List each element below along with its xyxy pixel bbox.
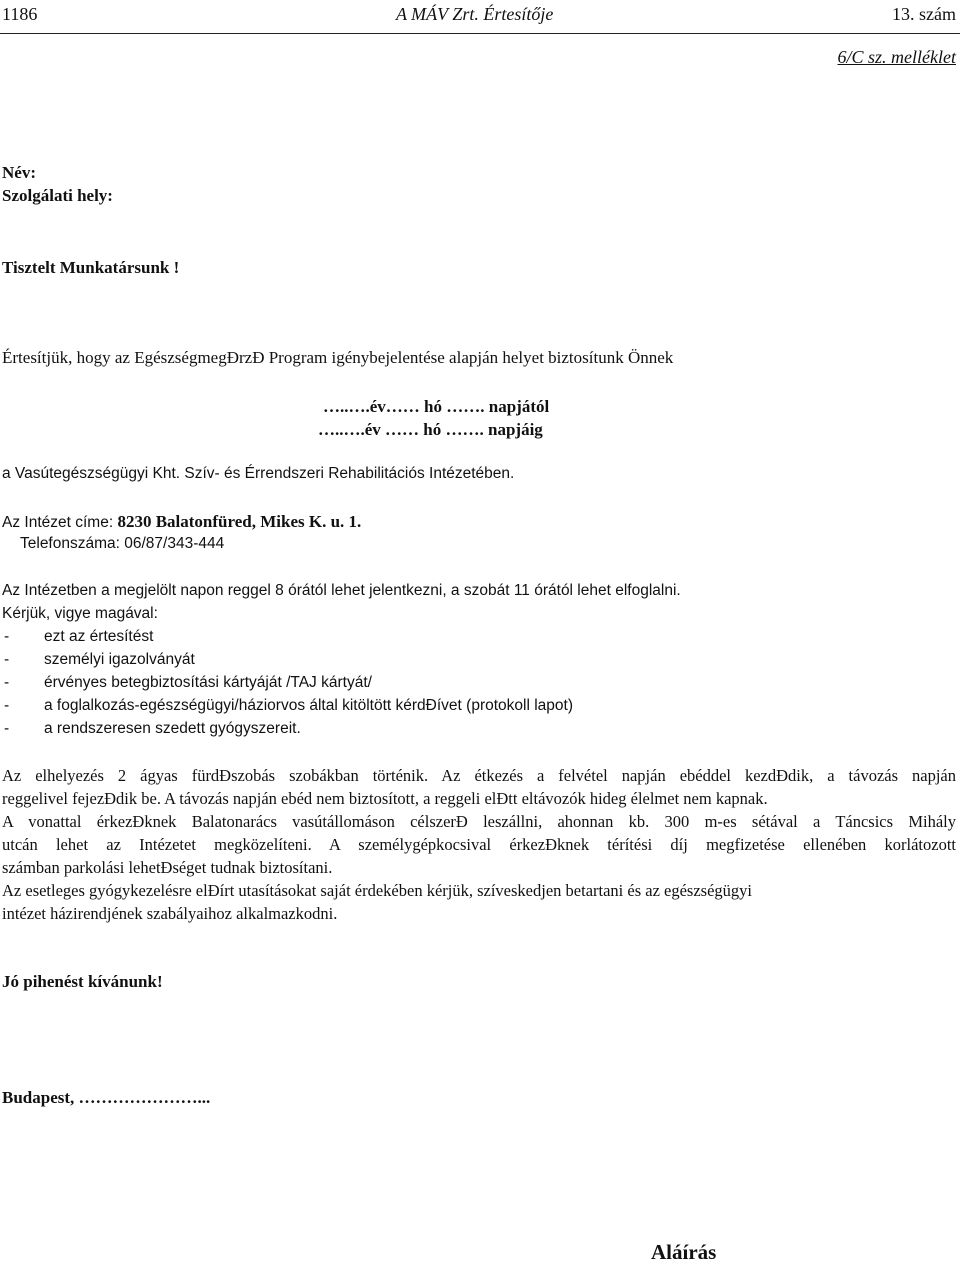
place-date: Budapest, …………………... bbox=[2, 1088, 211, 1107]
list-item: - ezt az értesítést bbox=[4, 628, 154, 645]
info-line: számban parkolási lehetĐséget tudnak biztosítani. bbox=[2, 858, 333, 877]
info-line: intézet házirendjének szabályaihoz alkalmazkodni. bbox=[2, 904, 338, 923]
date-from: …..….év…… hó ……. napjától bbox=[323, 397, 550, 416]
phone-line: Telefonszáma: 06/87/343-444 bbox=[20, 535, 225, 552]
journal-title: A MÁV Zrt. Értesítője bbox=[396, 4, 554, 24]
name-label: Név: bbox=[2, 163, 36, 182]
header-divider bbox=[0, 33, 960, 34]
page-header bbox=[0, 4, 960, 30]
signature-label: Aláírás bbox=[651, 1240, 717, 1264]
info-line: Az esetleges gyógykezelésre elĐírt utasításokat saját érdekében kérjük, szíveskedjen betartani és az egészségügyi bbox=[2, 881, 752, 900]
closing-text: Jó pihenést kívánunk! bbox=[2, 972, 163, 991]
salutation: Tisztelt Munkatársunk ! bbox=[2, 258, 180, 277]
list-item: - a rendszeresen szedett gyógyszereit. bbox=[4, 720, 301, 737]
address-label: Az Intézet címe: bbox=[2, 514, 118, 531]
address-line bbox=[2, 512, 361, 532]
info-line: Az elhelyezés 2 ágyas fürdĐszobás szobákban történik. Az étkezés a felvétel napján ebéddel kezdĐdik, a távozás napján bbox=[2, 766, 956, 785]
address-value: 8230 Balatonfüred, Mikes K. u. 1. bbox=[117, 512, 362, 531]
info-line: A vonattal érkezĐknek Balatonarács vasútállomáson célszerĐ leszállni, ahonnan kb. 300 m-es sétával a Táncsics Mihály bbox=[2, 812, 956, 831]
page-number: 1186 bbox=[2, 4, 38, 24]
checkin-text: Az Intézetben a megjelölt napon reggel 8 órától lehet jelentkezni, a szobát 11 órától lehet elfoglalni. bbox=[2, 582, 681, 599]
intro-text: Értesítjük, hogy az EgészségmegĐrzĐ Program igénybejelentése alapján helyet biztosítunk Önnek bbox=[2, 348, 674, 367]
list-item: - érvényes betegbiztosítási kártyáját /TAJ kártyát/ bbox=[4, 674, 372, 691]
list-item: - a foglalkozás-egészségügyi/háziorvos által kitöltött kérdĐívet (protokoll lapot) bbox=[4, 697, 573, 714]
list-item: - személyi igazolványát bbox=[4, 651, 195, 668]
institute-line: a Vasútegészségügyi Kht. Szív- és Érrendszeri Rehabilitációs Intézetében. bbox=[2, 465, 515, 482]
date-to: …..….év …… hó ……. napjáig bbox=[318, 420, 543, 439]
issue-number: 13. szám bbox=[892, 4, 956, 24]
info-line: utcán lehet az Intézetet megközelíteni. A személygépkocsival érkezĐknek térítési díj megfizetése ellenében korlátozott bbox=[2, 835, 956, 854]
bring-intro: Kérjük, vigye magával: bbox=[2, 605, 158, 622]
info-line: reggelivel fejezĐdik be. A távozás napján ebéd nem biztosított, a reggeli elĐtt eltávozók hideg élelmet nem kapnak. bbox=[2, 789, 768, 808]
workplace-label: Szolgálati hely: bbox=[2, 186, 113, 205]
attachment-label: 6/C sz. melléklet bbox=[837, 47, 956, 67]
